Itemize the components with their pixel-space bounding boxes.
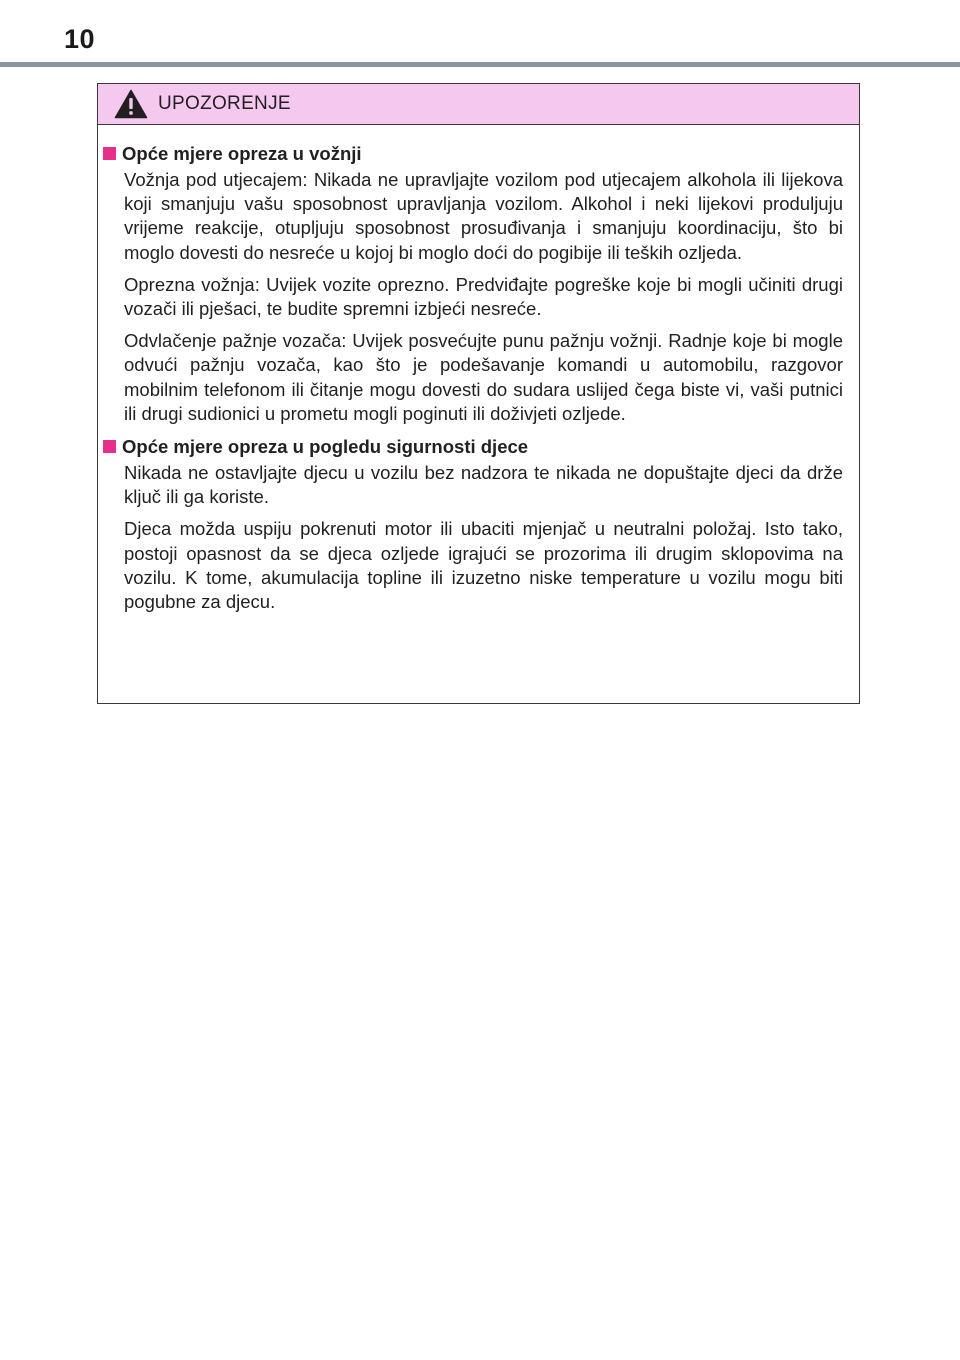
paragraph-unattended-children: Nikada ne ostavljajte djecu u vozilu bez nadzora te nikada ne dopuštajte djeci da drže ključ ili ga koriste.: [124, 462, 843, 508]
section-heading: [98, 434, 843, 460]
paragraph-impaired-driving: Vožnja pod utjecajem: Nikada ne upravljajte vozilom pod utjecajem alkohola ili lijekova koji smanjuju vašu sposobnost upravljanja vozilom. Alkohol i neki lijekovi produljuju vrijeme reakcije, otupljuju sposobnost prosuđivanja i smanjuju koordinaciju, što bi moglo dovesti do nesreće u kojoj bi moglo doći do pogibije ili teških ozljeda.: [124, 169, 843, 263]
page-number: 10: [64, 24, 96, 54]
square-bullet-icon: [103, 147, 116, 160]
paragraph-child-hazards: Djeca možda uspiju pokrenuti motor ili ubaciti mjenjač u neutralni položaj. Isto tako, postoji opasnost da se djeca ozljede igrajući se prozorima ili drugim sklopovima na vozilu. K tome, akumulacija topline ili izuzetno niske temperature u vozilu mogu biti pogubne za djecu.: [124, 518, 843, 613]
section-heading: [98, 141, 843, 167]
warning-header: [98, 84, 859, 125]
warning-title: UPOZORENJE: [158, 93, 291, 114]
paragraph-distracted-driving: Odvlačenje pažnje vozača: Uvijek posvećujte punu pažnju vožnji. Radnje koje bi mogle odvući pažnju vozača, kao što je podešavanje komandi u automobilu, razgovor mobilnim telefonom ili čitanje mogu dovesti do sudara uslijed čega biste vi, vaši putnici ili drugi sudionici u prometu mogli poginuti ili doživjeti ozljede.: [124, 330, 843, 424]
warning-box: [97, 83, 860, 704]
section-child-safety: [98, 434, 843, 614]
paragraph-careful-driving: Oprezna vožnja: Uvijek vozite oprezno. Predviđajte pogreške koje bi mogli učiniti drugi vozači ili pješaci, te budite spremni izbjeći nesreće.: [124, 273, 843, 320]
section-heading-text: Opće mjere opreza u vožnji: [122, 143, 362, 164]
square-bullet-icon: [103, 440, 116, 453]
warning-body: [98, 125, 859, 614]
warning-triangle-icon: [114, 89, 148, 119]
section-general-precautions: [98, 141, 843, 426]
section-heading-text: Opće mjere opreza u pogledu sigurnosti djece: [122, 436, 529, 458]
header-rule: [0, 62, 960, 67]
